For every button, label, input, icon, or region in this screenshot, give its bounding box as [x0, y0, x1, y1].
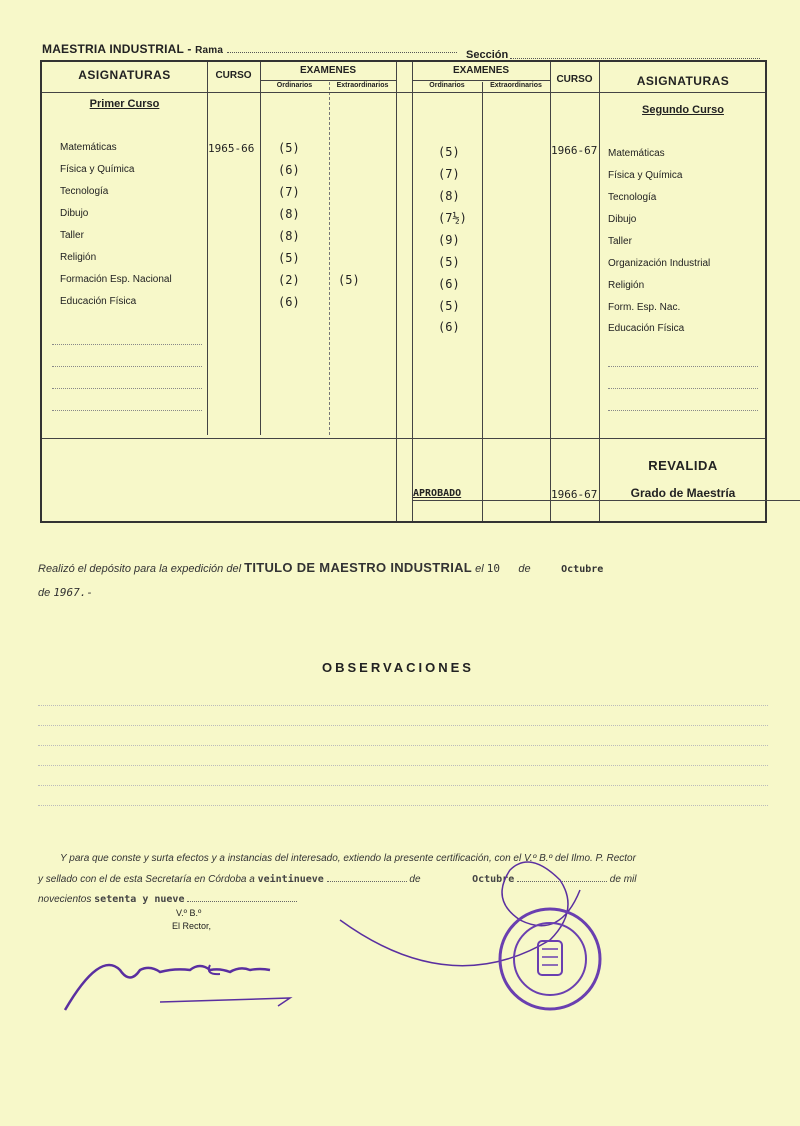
revalida-curso: 1966-67 — [551, 488, 598, 501]
list-item: Matemáticas — [60, 142, 117, 153]
seccion-label: Sección — [466, 49, 509, 61]
curso-header-right: CURSO — [556, 74, 593, 85]
list-item: Educación Física — [608, 323, 685, 334]
list-item: Religión — [608, 280, 645, 291]
grade-ordinario: (7) — [438, 167, 460, 181]
list-item: Dibujo — [608, 214, 637, 225]
vb-label: V.º B.º — [176, 908, 202, 918]
list-item: Religión — [60, 252, 97, 263]
grade-ordinario: (5) — [438, 255, 460, 269]
obs-line — [38, 725, 768, 726]
rector-label: El Rector, — [172, 921, 212, 931]
revalida-bottom — [412, 500, 800, 501]
list-item: Educación Física — [60, 296, 137, 307]
list-item: Física y Química — [60, 164, 135, 175]
row-guide — [52, 410, 202, 411]
grade-ordinario: (5) — [438, 299, 460, 313]
deposit-de2: de — [38, 587, 51, 599]
extraordinarios-header-right: Extraordinarios — [490, 82, 542, 89]
asignaturas-header-left: ASIGNATURAS — [78, 68, 171, 82]
grade-ordinario: (6) — [438, 320, 460, 334]
obs-line — [38, 705, 768, 706]
row-guide — [608, 388, 758, 389]
deposit-titulo: TITULO DE MAESTRO INDUSTRIAL — [244, 560, 473, 575]
list-item: Taller — [60, 230, 84, 241]
deposit-text: Realizó el depósito para la expedición del — [38, 563, 242, 575]
cert-month: Octubre — [472, 874, 515, 885]
certification-line-3 — [38, 894, 297, 905]
rector-signature — [60, 940, 320, 1020]
cert-de: de — [409, 874, 421, 885]
ordinarios-header-left: Ordinarios — [276, 82, 313, 89]
curso-header-left: CURSO — [215, 70, 252, 81]
list-item: Matemáticas — [608, 148, 665, 159]
grade-ordinario: (5) — [278, 141, 300, 155]
header-title — [42, 42, 457, 56]
rama-field — [227, 52, 457, 53]
row-guide — [52, 366, 202, 367]
ordinarios-header-right: Ordinarios — [429, 82, 465, 89]
col-divider — [482, 82, 483, 521]
observaciones-title: OBSERVACIONES — [322, 660, 474, 675]
examenes-divider-right — [412, 80, 550, 81]
cert-de-mil: de mil — [609, 874, 637, 885]
list-item: Form. Esp. Nac. — [608, 302, 681, 313]
seccion-field — [510, 58, 760, 59]
revalida-divider — [42, 438, 765, 439]
primer-curso-title: Primer Curso — [89, 98, 160, 110]
cert-line2-text: y sellado con el de esta Secretaría en Córdoba a — [38, 874, 255, 885]
university-stamp — [496, 905, 604, 1013]
obs-line — [38, 805, 768, 806]
grade-ordinario: (7) — [278, 185, 300, 199]
grade-ordinario: (6) — [278, 295, 300, 309]
obs-line — [38, 785, 768, 786]
curso-value-right: 1966-67 — [551, 144, 598, 157]
asignaturas-header-right: ASIGNATURAS — [636, 74, 730, 88]
examenes-header-left: EXAMENES — [299, 65, 357, 76]
deposit-month: Octubre — [561, 564, 604, 575]
grade-ordinario: (9) — [438, 233, 460, 247]
examenes-header-right: EXAMENES — [452, 65, 510, 76]
grade-ordinario: (2) — [278, 273, 300, 287]
revalida-result: APROBADO — [413, 488, 462, 499]
col-divider — [396, 62, 397, 521]
curso-value-left: 1965-66 — [208, 142, 255, 155]
grade-ordinario: (8) — [278, 207, 300, 221]
rama-label: Rama — [195, 45, 224, 56]
header-title-text: MAESTRIA INDUSTRIAL - — [42, 42, 196, 56]
list-item: Tecnología — [60, 186, 109, 197]
col-divider — [260, 62, 261, 435]
row-guide — [52, 344, 202, 345]
col-divider — [599, 62, 600, 521]
grade-ordinario: (8) — [438, 189, 460, 203]
grade-ordinario: (5) — [278, 251, 300, 265]
obs-line — [38, 745, 768, 746]
row-guide — [52, 388, 202, 389]
header-divider — [42, 92, 765, 93]
extraordinarios-header-left: Extraordinarios — [336, 82, 389, 89]
cert-year: setenta y nueve — [94, 894, 185, 905]
col-divider — [329, 82, 330, 435]
deposit-line-1 — [38, 560, 603, 575]
list-item: Formación Esp. Nacional — [60, 274, 172, 285]
cert-day: veintinueve — [257, 874, 324, 885]
row-guide — [608, 366, 758, 367]
deposit-year: 1967.- — [53, 586, 94, 599]
certification-line-1: Y para que conste y surta efectos y a instancias del interesado, extiendo la presente certificación, con el V.º B.º del Ilmo. P. Rector — [60, 853, 636, 864]
deposit-day: 10 — [486, 562, 500, 575]
col-divider — [412, 62, 413, 521]
grade-ordinario: (8) — [278, 229, 300, 243]
col-divider — [550, 62, 551, 521]
list-item: Tecnología — [608, 192, 657, 203]
deposit-de: de — [518, 563, 531, 575]
revalida-title: REVALIDA — [648, 458, 718, 473]
col-divider — [207, 62, 208, 435]
cert-line3-text: novecientos — [38, 894, 92, 905]
list-item: Organización Industrial — [608, 258, 711, 269]
grade-ordinario: (6) — [438, 277, 460, 291]
segundo-curso-title: Segundo Curso — [642, 104, 724, 116]
grade-ordinario: (6) — [278, 163, 300, 177]
list-item: Taller — [608, 236, 632, 247]
deposit-el: el — [475, 563, 484, 575]
list-item: Dibujo — [60, 208, 89, 219]
grade-ordinario: (7½) — [438, 211, 467, 225]
deposit-line-2 — [38, 586, 93, 599]
examenes-divider-left — [260, 80, 396, 81]
grades-table — [40, 60, 767, 523]
grade-ordinario: (5) — [438, 145, 460, 159]
list-item: Física y Química — [608, 170, 683, 181]
revalida-subtitle: Grado de Maestría — [630, 486, 736, 500]
grade-extraordinario: (5) — [338, 273, 360, 287]
obs-line — [38, 765, 768, 766]
row-guide — [608, 410, 758, 411]
